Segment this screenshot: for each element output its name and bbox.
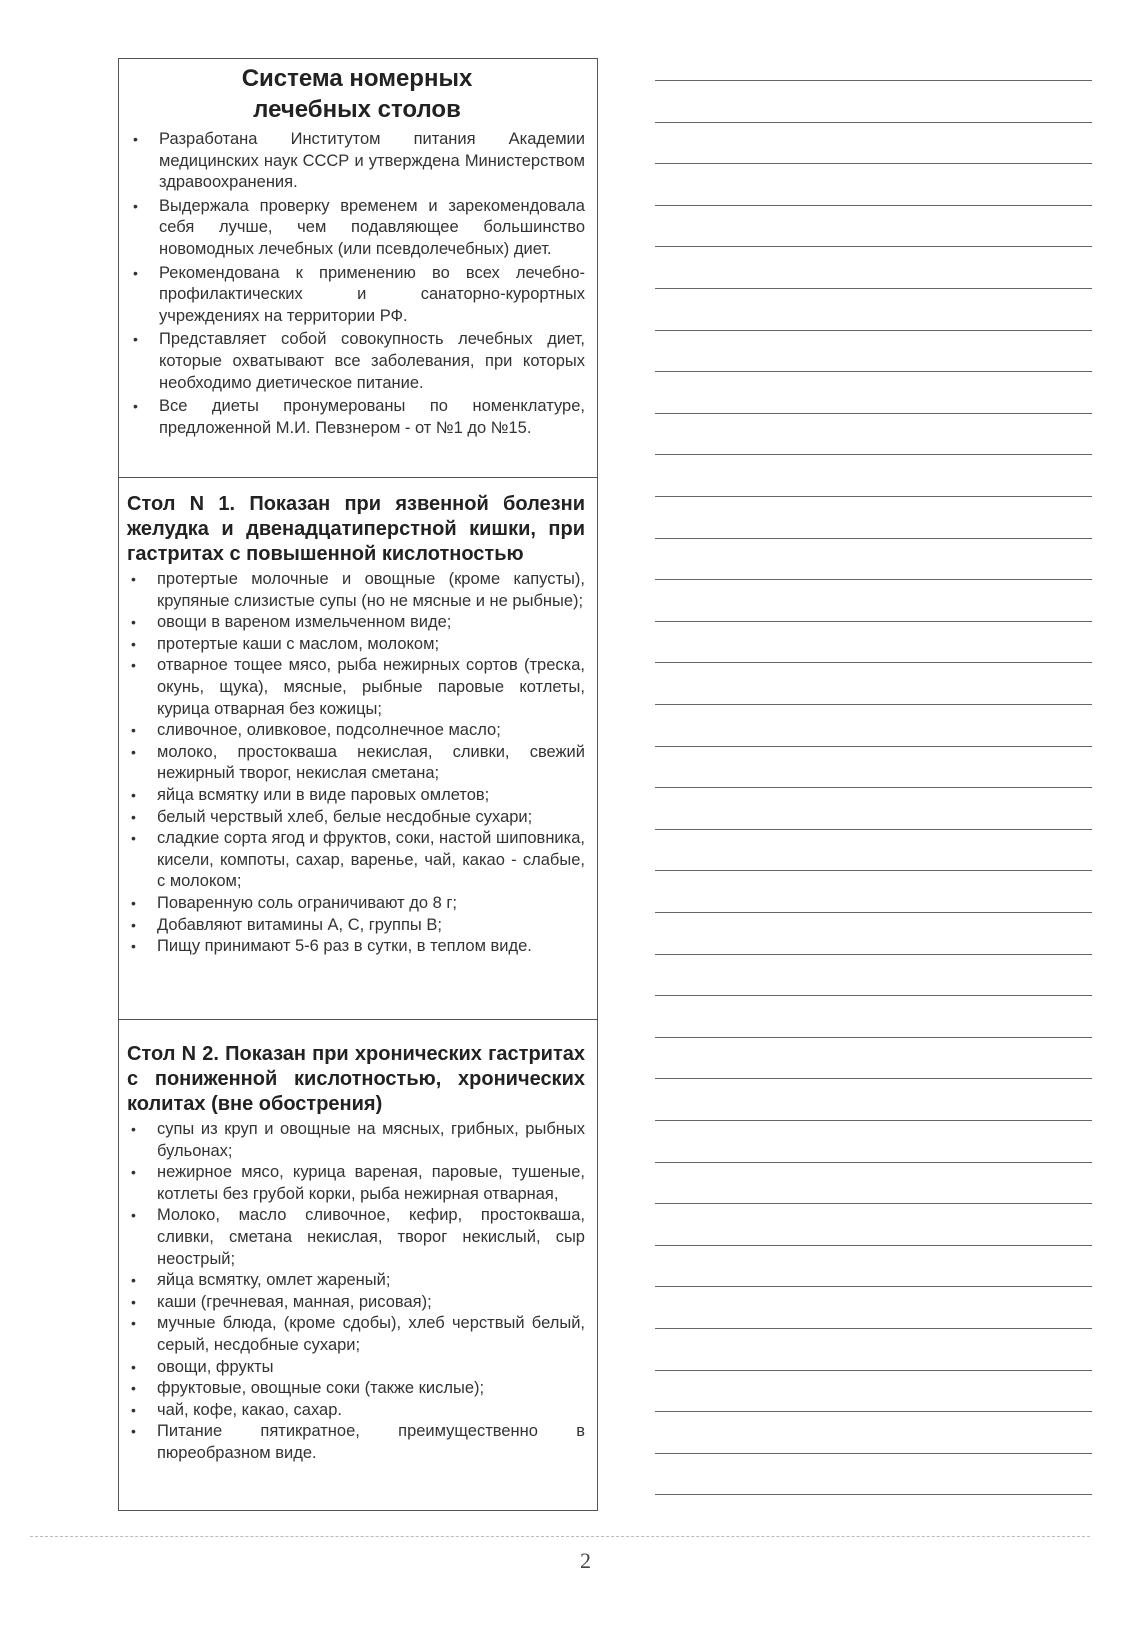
note-line: [655, 579, 1092, 580]
list-item: • Молоко, масло сливочное, кефир, простокваша, сливки, сметана некислая, творог некислый, сыр неострый;: [127, 1205, 585, 1270]
list-item: • Добавляют витамины А, С, группы В;: [127, 915, 585, 937]
list-item: • протертые каши с маслом, молоком;: [127, 634, 585, 656]
list-item: • Пищу принимают 5-6 раз в сутки, в теплом виде.: [127, 936, 585, 958]
intro-section: [119, 59, 597, 477]
list-item: • Представляет собой совокупность лечебных диет, которые охватывают все заболевания, при которых необходимо диетическое питание.: [129, 329, 585, 394]
note-line: [655, 995, 1092, 996]
list-item: • Питание пятикратное, преимущественно в пюреобразном виде.: [127, 1421, 585, 1464]
note-line: [655, 912, 1092, 913]
list-item: • отварное тощее мясо, рыба нежирных сортов (треска, окунь, щука), мясные, рыбные паровые котлеты, курица отварная без кожицы;: [127, 655, 585, 720]
list-item: • супы из круп и овощные на мясных, грибных, рыбных бульонах;: [127, 1119, 585, 1162]
note-line: [655, 330, 1092, 331]
list-item: • овощи в вареном измельченном виде;: [127, 612, 585, 634]
note-line: [655, 1494, 1092, 1495]
diet-tables-box: [118, 58, 598, 1511]
note-line: [655, 662, 1092, 663]
list-item: • Все диеты пронумерованы по номенклатуре, предложенной М.И. Певзнером - от №1 до №15.: [129, 396, 585, 439]
note-line: [655, 870, 1092, 871]
note-line: [655, 1203, 1092, 1204]
note-line: [655, 1370, 1092, 1371]
section-title: [129, 63, 585, 125]
list-item: • фруктовые, овощные соки (также кислые);: [127, 1378, 585, 1400]
table1-heading: Стол N 1. Показан при язвенной болезни желудка и двенадцатиперстной кишки, при гастритах с повышенной кислотностью: [127, 493, 585, 565]
note-line: [655, 1162, 1092, 1163]
note-line: [655, 538, 1092, 539]
intro-list: [129, 129, 585, 439]
table1-section: [119, 477, 597, 1019]
list-item: • Разработана Институтом питания Академии медицинских наук СССР и утверждена Министерством здравоохранения.: [129, 129, 585, 194]
note-line: [655, 122, 1092, 123]
list-item: • яйца всмятку или в виде паровых омлетов;: [127, 785, 585, 807]
note-line: [655, 787, 1092, 788]
note-line: [655, 1411, 1092, 1412]
list-item: • Выдержала проверку временем и зарекомендовала себя лучше, чем подавляющее большинство новомодных лечебных (или псевдолечебных) диет.: [129, 196, 585, 261]
title-line-1: Система номерных: [241, 65, 473, 92]
note-line: [655, 246, 1092, 247]
note-line: [655, 704, 1092, 705]
note-line: [655, 1286, 1092, 1287]
note-line: [655, 288, 1092, 289]
note-line: [655, 371, 1092, 372]
note-line: [655, 1120, 1092, 1121]
page-divider: [30, 1536, 1090, 1537]
table2-list: [127, 1119, 585, 1465]
note-line: [655, 954, 1092, 955]
list-item: • Поваренную соль ограничивают до 8 г;: [127, 893, 585, 915]
note-line: [655, 496, 1092, 497]
table1-list: [127, 569, 585, 958]
note-line: [655, 1328, 1092, 1329]
note-line: [655, 1078, 1092, 1079]
list-item: • сливочное, оливковое, подсолнечное масло;: [127, 720, 585, 742]
note-line: [655, 1245, 1092, 1246]
list-item: • белый черствый хлеб, белые несдобные сухари;: [127, 807, 585, 829]
note-line: [655, 80, 1092, 81]
list-item: • чай, кофе, какао, сахар.: [127, 1400, 585, 1422]
table2-heading: Стол N 2. Показан при хронических гастритах с пониженной кислотностью, хронических колитах (вне обострения): [127, 1043, 585, 1115]
list-item: • протертые молочные и овощные (кроме капусты), крупяные слизистые супы (но не мясные и не рыбные);: [127, 569, 585, 612]
list-item: • яйца всмятку, омлет жареный;: [127, 1270, 585, 1292]
list-item: • сладкие сорта ягод и фруктов, соки, настой шиповника, кисели, компоты, сахар, варенье, чай, какао - слабые, с молоком;: [127, 828, 585, 893]
title-line-2: лечебных столов: [253, 96, 461, 123]
page-number: 2: [580, 1548, 591, 1573]
note-line: [655, 163, 1092, 164]
list-item: • нежирное мясо, курица вареная, паровые, тушеные, котлеты без грубой корки, рыба нежирная отварная,: [127, 1162, 585, 1205]
list-item: • овощи, фрукты: [127, 1357, 585, 1379]
note-line: [655, 1453, 1092, 1454]
list-item: • каши (гречневая, манная, рисовая);: [127, 1292, 585, 1314]
note-line: [655, 1037, 1092, 1038]
note-line: [655, 454, 1092, 455]
note-line: [655, 413, 1092, 414]
list-item: • молоко, простокваша некислая, сливки, свежий нежирный творог, некислая сметана;: [127, 742, 585, 785]
note-line: [655, 205, 1092, 206]
note-line: [655, 829, 1092, 830]
note-line: [655, 746, 1092, 747]
list-item: • Рекомендована к применению во всех лечебно-профилактических и санаторно-курортных учреждениях на территории РФ.: [129, 263, 585, 328]
list-item: • мучные блюда, (кроме сдобы), хлеб черствый белый, серый, несдобные сухари;: [127, 1313, 585, 1356]
table2-section: [119, 1019, 597, 1510]
note-line: [655, 621, 1092, 622]
